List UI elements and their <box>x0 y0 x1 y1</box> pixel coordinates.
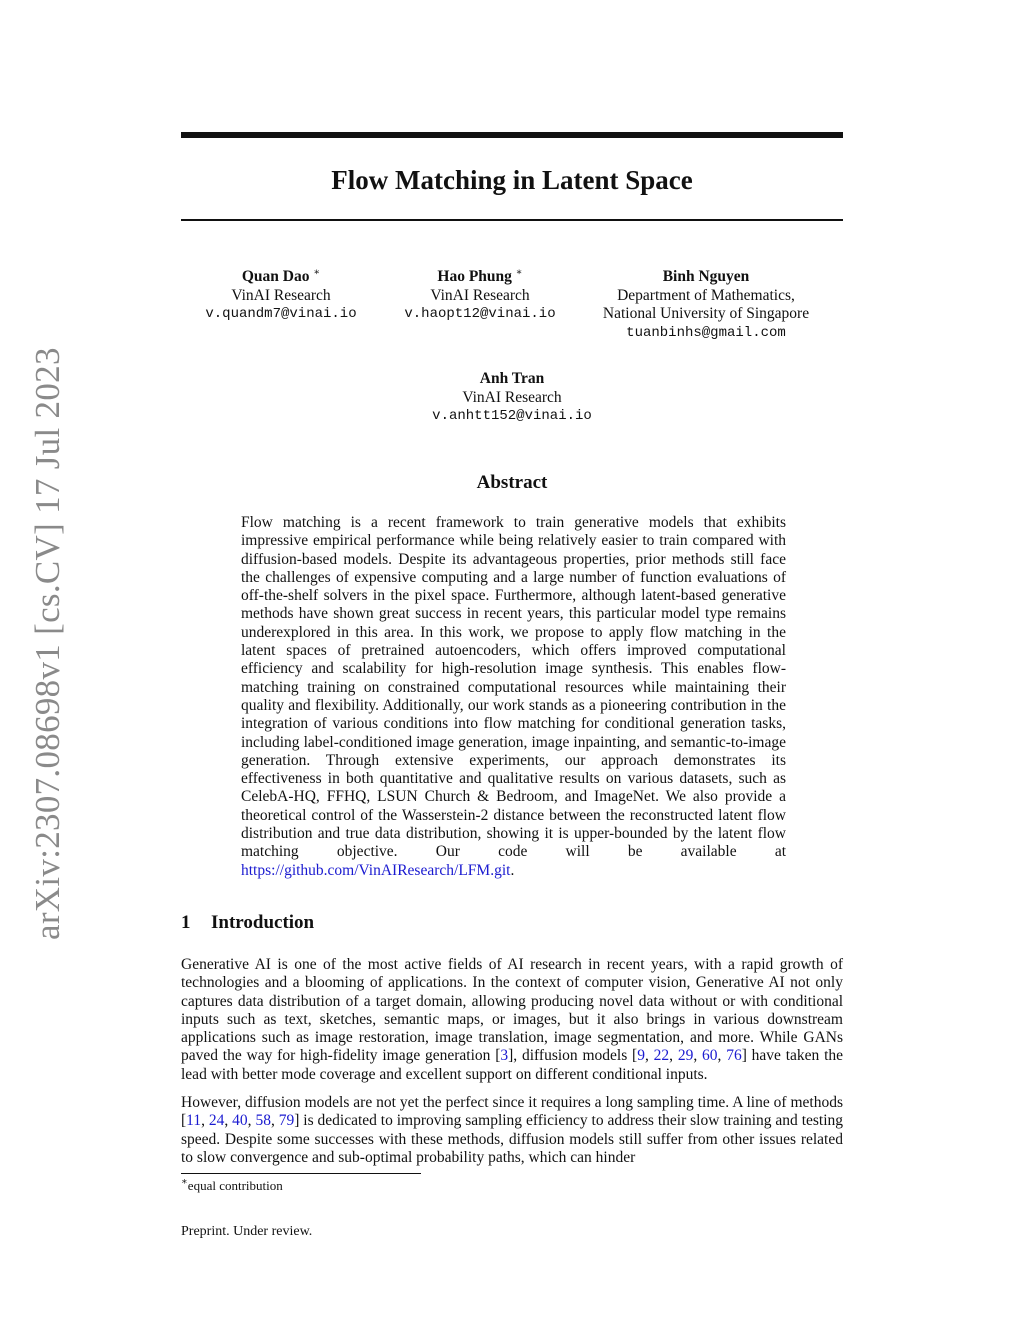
author-block <box>586 268 826 342</box>
code-link[interactable]: https://github.com/VinAIResearch/LFM.git <box>241 861 511 879</box>
author-name: Anh Tran <box>479 370 545 387</box>
citation-link[interactable]: 79 <box>278 1112 295 1130</box>
section-number: 1 <box>181 912 191 933</box>
equal-contribution-mark: ∗ <box>313 266 321 278</box>
citation-link[interactable]: 60 <box>702 1047 718 1065</box>
author-affiliation: National University of Singapore <box>602 305 810 322</box>
equal-contribution-mark: ∗ <box>515 266 523 278</box>
citation-link[interactable]: 11 <box>186 1112 202 1130</box>
author-email[interactable]: tuanbinhs@gmail.com <box>626 324 786 341</box>
citation-link[interactable]: 24 <box>208 1112 225 1130</box>
author-affiliation: VinAI Research <box>231 286 331 304</box>
intro-paragraph-1: Generative AI is one of the most active fields of AI research in recent years, with a rapid growth of technologies and a blooming of applications. In the context of computer vision, Generative AI not only captures data distribution of a target domain, allowing producing novel data without or with conditional inputs such as text, sketches, semantic maps, or images, but it also brings in various downstream applications such as image restoration, image translation, image segmentation, and more. While GANs paved the way for high-fidelity image generation [3], diffusion models [9, 22, 29, 60, 76] have taken the lead with better mode coverage and excellent support on different conditional inputs. <box>181 956 844 1083</box>
footnote-mark: ∗ <box>181 1176 188 1188</box>
paper-title: Flow Matching in Latent Space <box>331 165 693 195</box>
citation-link[interactable]: 29 <box>677 1047 694 1065</box>
author-block <box>385 268 575 324</box>
paragraph-text: ], diffusion models [ <box>508 1047 638 1065</box>
footnote-text: equal contribution <box>187 1178 283 1193</box>
citation-link[interactable]: 22 <box>653 1047 670 1065</box>
abstract-text: Flow matching is a recent framework to train generative models that exhibits impressive empirical performance while being relatively easier to train compared with diffusion-based models. Despite its advantageous properties, prior methods still face the challenges of expensive computing and a large number of function evaluations of off-the-shelf solvers in the pixel space. Furthermore, although latent-based generative methods have shown great success in recent years, this particular model type remains underexplored in this area. In this work, we propose to apply flow matching in the latent spaces of pretrained autoencoders, which offers improved computational efficiency and scalability for high-resolution image synthesis. This enables flow-matching training on constrained computational resources while maintaining their quality and flexibility. Additionally, our work stands as a pioneering contribution in the integration of various conditions into flow matching for conditional generation tasks, including label-conditioned image generation, image inpainting, and semantic-to-image generation. Through extensive experiments, our approach demonstrates its effectiveness in both quantitative and qualitative results on various datasets, such as CelebA-HQ, FFHQ, LSUN Church & Bedroom, and ImageNet. We also provide a theoretical control of the Wasserstein-2 distance between the reconstructed latent flow distribution and true data distribution, showing it is upper-bounded by the latent flow matching objective. Our code will be available at <box>241 514 786 861</box>
abstract-heading: Abstract <box>476 472 548 493</box>
author-email[interactable]: v.quandm7@vinai.io <box>205 306 357 322</box>
title-top-rule <box>181 132 843 138</box>
citation-link[interactable]: 76 <box>726 1047 742 1065</box>
author-affiliation: VinAI Research <box>430 286 530 304</box>
abstract-end: . <box>510 861 515 879</box>
section-heading <box>181 912 314 934</box>
section-title: Introduction <box>211 912 315 933</box>
author-block <box>181 268 381 324</box>
paragraph-text: Generative AI is one of the most active fields of AI research in recent years, with a rapid growth of technologies and a blooming of applications. In the context of computer vision, Generative AI not only captures data distribution of a target domain, allowing producing novel data without or with conditional inputs such as text, sketches, semantic maps, or images, but it also brings in various downstream applications such as image restoration, image translation, image segmentation, and more. While GANs paved the way for high-fidelity image generation [ <box>181 956 843 1065</box>
intro-paragraph-2: However, diffusion models are not yet the perfect since it requires a long sampling time. A line of methods [11, 24, 40, 58, 79] is dedicated to improving sampling efficiency to address their slow training and testing speed. Despite some successes with these methods, diffusion models still suffer from other issues related to slow convergence and sub-optimal probability paths, which can hinder <box>181 1094 844 1166</box>
author-name: Hao Phung <box>437 268 512 285</box>
author-affiliation: Department of Mathematics, <box>617 286 795 304</box>
footnote-rule <box>181 1173 421 1174</box>
citation-link[interactable]: 58 <box>255 1112 271 1130</box>
arxiv-id-text: arXiv:2307.08698v1 [cs.CV] 17 Jul 2023 <box>28 347 67 940</box>
footnote <box>181 1178 283 1194</box>
author-affiliation: VinAI Research <box>462 388 562 406</box>
author-email[interactable]: v.anhtt152@vinai.io <box>432 408 592 424</box>
author-name: Binh Nguyen <box>662 268 750 285</box>
abstract-body <box>241 514 786 880</box>
citation-link[interactable]: 9 <box>637 1047 645 1065</box>
paragraph-text: ] have taken the lead with better mode coverage and excellent support on different conditional inputs. <box>181 1047 844 1083</box>
author-name: Quan Dao <box>241 268 310 285</box>
paragraph-text: ] is dedicated to improving sampling efficiency to address their slow training and testing speed. Despite some successes with these methods, diffusion models still suffer from other issues related to slow convergence and sub-optimal probability paths, which can hinder <box>181 1112 844 1166</box>
author-block <box>381 370 643 426</box>
author-email[interactable]: v.haopt12@vinai.io <box>404 306 556 322</box>
preprint-notice: Preprint. Under review. <box>181 1224 313 1239</box>
paragraph-text: However, diffusion models are not yet the perfect since it requires a long sampling time. A line of methods [ <box>181 1094 843 1130</box>
citation-link[interactable]: 40 <box>232 1112 248 1130</box>
title-bottom-rule <box>181 219 843 221</box>
citation-link[interactable]: 3 <box>500 1047 509 1065</box>
